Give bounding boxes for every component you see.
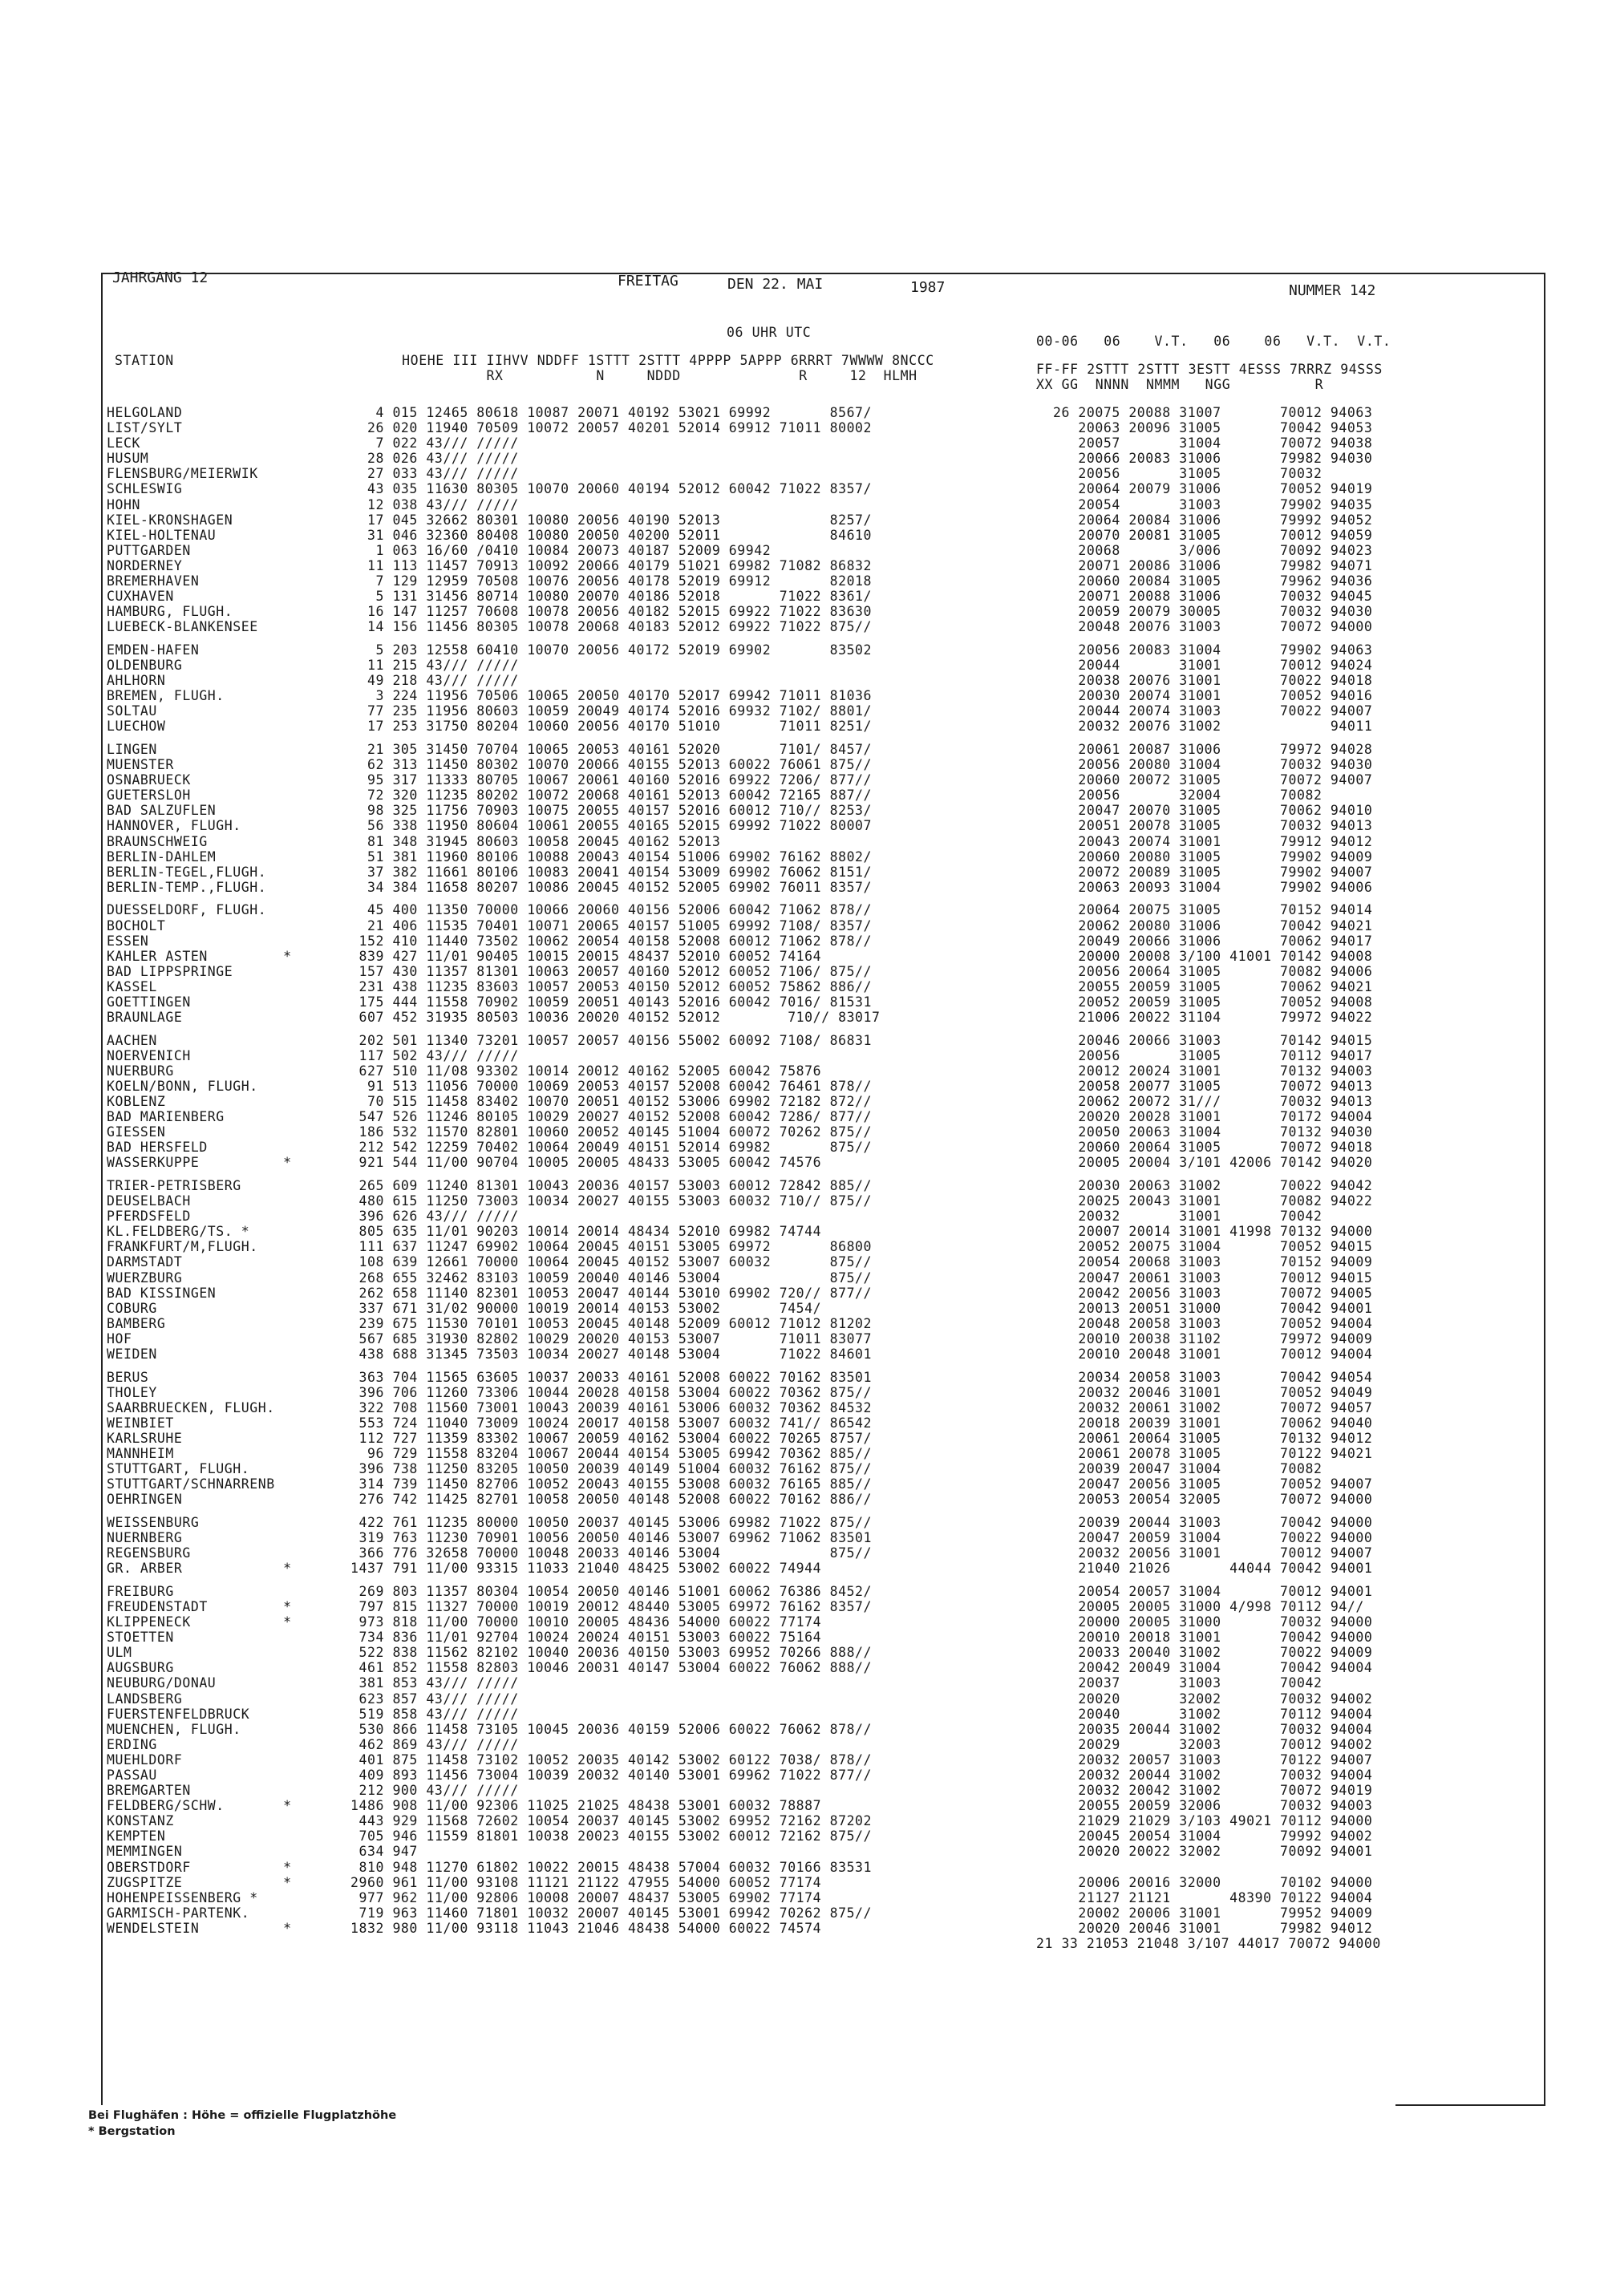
station-row: HANNOVER, FLUGH. 56 338 11950 80604 10061 20055 40165 52015 69992 71022 80007 bbox=[107, 818, 873, 834]
supplementary-row: 20061 20087 31006 79972 94028 bbox=[1036, 741, 1373, 757]
supplementary-row: 21 33 21053 21048 3/107 44017 70072 94000 bbox=[1036, 1936, 1381, 1951]
station-row: MANNHEIM 96 729 11558 83204 10067 20044 40154 53005 69942 70362 885// bbox=[107, 1446, 873, 1462]
station-row: ZUGSPITZE * 2960 961 11/00 93108 11121 21122 47955 54000 60052 77174 bbox=[107, 1874, 822, 1890]
station-row: BERLIN-TEGEL,FLUGH. 37 382 11661 80106 10083 20041 40154 53009 69902 76062 8151/ bbox=[107, 864, 873, 880]
supplementary-row: 20020 32002 70032 94002 bbox=[1036, 1691, 1373, 1707]
group-spacer bbox=[1036, 634, 1541, 642]
station-row: ULM 522 838 11562 82102 10040 20036 40150 53003 69952 70266 888// bbox=[107, 1645, 873, 1661]
supplementary-row: 20048 20058 31003 70052 94004 bbox=[1036, 1315, 1373, 1331]
supplementary-row: 20050 20063 31004 70132 94030 bbox=[1036, 1124, 1373, 1140]
supplementary-row: 21029 21029 3/103 49021 70112 94000 bbox=[1036, 1813, 1373, 1829]
supplementary-row: 20062 20072 31/// 70032 94013 bbox=[1036, 1094, 1373, 1110]
supplementary-row: 20039 20044 31003 70042 94000 bbox=[1036, 1514, 1373, 1530]
station-row: TRIER-PETRISBERG 265 609 11240 81301 10043 20036 40157 53003 60012 72842 885// bbox=[107, 1178, 873, 1193]
supplementary-row: 20063 20096 31005 70042 94053 bbox=[1036, 420, 1373, 436]
station-row: WENDELSTEIN * 1832 980 11/00 93118 11043 21046 48438 54000 60022 74574 bbox=[107, 1920, 822, 1936]
station-row: KLIPPENECK * 973 818 11/00 70000 10010 20005 48436 54000 60022 77174 bbox=[107, 1614, 822, 1630]
left-column-header-2: RX N NDDD R 12 HLMH bbox=[115, 368, 917, 383]
station-row: NUERNBERG 319 763 11230 70901 10056 20050 40146 53007 69962 71062 83501 bbox=[107, 1530, 873, 1546]
station-row: PUTTGARDEN 1 063 16/60 /0410 10084 20073 40187 52009 69942 bbox=[107, 542, 772, 558]
supplementary-row: 20062 20080 31006 70042 94021 bbox=[1036, 917, 1373, 933]
station-row: KOELN/BONN, FLUGH. 91 513 11056 70000 10069 20053 40157 52008 60042 76461 878// bbox=[107, 1078, 873, 1094]
supplementary-row: 20054 31003 79902 94035 bbox=[1036, 496, 1373, 512]
station-group bbox=[107, 742, 1157, 895]
supplementary-row: 20068 3/006 70092 94023 bbox=[1036, 542, 1373, 558]
group-spacer bbox=[107, 1171, 1157, 1179]
station-row: KOBLENZ 70 515 11458 83402 10070 20051 40152 53006 69902 72182 872// bbox=[107, 1094, 873, 1110]
supplementary-row: 20010 20018 31001 70042 94000 bbox=[1036, 1630, 1373, 1646]
supplementary-row: 20052 20059 31005 70052 94008 bbox=[1036, 994, 1373, 1010]
station-row: ERDING 462 869 43/// ///// bbox=[107, 1736, 519, 1752]
supplementary-row: 20049 20066 31006 70062 94017 bbox=[1036, 933, 1373, 949]
group-spacer bbox=[107, 1362, 1157, 1370]
station-group bbox=[1036, 742, 1541, 895]
time-subtitle: 06 UHR UTC bbox=[727, 325, 812, 340]
station-row: SCHLESWIG 43 035 11630 80305 10070 20060 40194 52012 60042 71022 8357/ bbox=[107, 481, 873, 497]
station-row: COBURG 337 671 31/02 90000 10019 20014 40153 53002 7454/ bbox=[107, 1300, 822, 1316]
station-observations-table bbox=[107, 405, 1157, 1936]
station-group bbox=[107, 1178, 1157, 1362]
station-row: HOHENPEISSENBERG * 977 962 11/00 92806 10008 20007 48437 53005 69902 77174 bbox=[107, 1889, 822, 1905]
station-group bbox=[1036, 1515, 1541, 1576]
station-row: KIEL-HOLTENAU 31 046 32360 80408 10080 20050 40200 52011 84610 bbox=[107, 527, 873, 543]
station-row: HOF 567 685 31930 82802 10029 20020 40153 53007 71011 83077 bbox=[107, 1330, 873, 1346]
supplementary-row: 20054 20057 31004 70012 94001 bbox=[1036, 1583, 1373, 1599]
supplementary-row: 21006 20022 31104 79972 94022 bbox=[1036, 1010, 1373, 1026]
supplementary-row: 20044 31001 70012 94024 bbox=[1036, 658, 1373, 673]
station-group bbox=[107, 1370, 1157, 1508]
station-group bbox=[1036, 1033, 1541, 1171]
station-row: LUECHOW 17 253 31750 80204 10060 20056 40170 51010 71011 8251/ bbox=[107, 719, 873, 735]
supplementary-row: 20006 20016 32000 70102 94000 bbox=[1036, 1874, 1373, 1890]
station-row: WUERZBURG 268 655 32462 83103 10059 20040 40146 53004 875// bbox=[107, 1269, 873, 1286]
supplementary-row: 20005 20005 31000 4/998 70112 94// bbox=[1036, 1598, 1364, 1614]
supplementary-row: 20020 20046 31001 79982 94012 bbox=[1036, 1920, 1373, 1936]
supplementary-row: 20051 20078 31005 70032 94013 bbox=[1036, 818, 1373, 834]
station-row: ESSEN 152 410 11440 73502 10062 20054 40158 52008 60012 71062 878// bbox=[107, 933, 873, 949]
supplementary-row: 20071 20088 31006 70032 94045 bbox=[1036, 589, 1373, 605]
supplementary-row: 20066 20083 31006 79982 94030 bbox=[1036, 451, 1373, 467]
station-row: LECK 7 022 43/// ///// bbox=[107, 435, 519, 452]
footnote-mountain-station: * Bergstation bbox=[88, 2125, 176, 2138]
station-group bbox=[107, 642, 1157, 735]
station-row: BAD SALZUFLEN 98 325 11756 70903 10075 20055 40157 52016 60012 710// 8253/ bbox=[107, 803, 873, 819]
supplementary-observations-table bbox=[1036, 405, 1541, 1951]
supplementary-row: 20039 20047 31004 70082 bbox=[1036, 1461, 1322, 1477]
date-label: DEN 22. MAI bbox=[727, 276, 824, 293]
station-row: THOLEY 396 706 11260 73306 10044 20028 40158 53004 60022 70362 875// bbox=[107, 1384, 873, 1400]
supplementary-row: 20000 20008 3/100 41001 70142 94008 bbox=[1036, 948, 1373, 964]
station-row: AACHEN 202 501 11340 73201 10057 20057 40156 55002 60092 7108/ 86831 bbox=[107, 1032, 873, 1048]
supplementary-row: 20045 20054 31004 79992 94002 bbox=[1036, 1828, 1373, 1844]
station-group bbox=[1036, 902, 1541, 1025]
weekday-label: FREITAG bbox=[618, 273, 678, 290]
supplementary-row: 20072 20089 31005 79902 94007 bbox=[1036, 864, 1373, 880]
supplementary-row: 20053 20054 32005 70072 94000 bbox=[1036, 1492, 1373, 1508]
station-row: NEUBURG/DONAU 381 853 43/// ///// bbox=[107, 1675, 519, 1691]
station-row: BERLIN-DAHLEM 51 381 11960 80106 10088 20043 40154 51006 69902 76162 8802/ bbox=[107, 848, 873, 865]
supplementary-row: 20047 20059 31004 70022 94000 bbox=[1036, 1530, 1373, 1546]
station-row: BRAUNLAGE 607 452 31935 80503 10036 20020 40152 52012 710// 83017 bbox=[107, 1010, 881, 1026]
station-row: HOHN 12 038 43/// ///// bbox=[107, 496, 519, 512]
supplementary-row: 20060 20084 31005 79962 94036 bbox=[1036, 573, 1373, 589]
station-row: GIESSEN 186 532 11570 82801 10060 20052 40145 51004 60072 70262 875// bbox=[107, 1124, 873, 1140]
station-row: HELGOLAND 4 015 12465 80618 10087 20071 40192 53021 69992 8567/ bbox=[107, 405, 873, 420]
supplementary-row: 20054 20068 31003 70152 94009 bbox=[1036, 1254, 1373, 1270]
supplementary-row: 20042 20049 31004 70042 94004 bbox=[1036, 1660, 1373, 1676]
supplementary-row: 20007 20014 31001 41998 70132 94000 bbox=[1036, 1224, 1373, 1240]
station-row: CUXHAVEN 5 131 31456 80714 10080 20070 40186 52018 71022 8361/ bbox=[107, 589, 873, 605]
station-row: STOETTEN 734 836 11/01 92704 10024 20024 40151 53003 60022 75164 bbox=[107, 1630, 822, 1646]
station-row: REGENSBURG 366 776 32658 70000 10048 20033 40146 53004 875// bbox=[107, 1545, 873, 1561]
frame-top-border bbox=[101, 273, 1545, 274]
supplementary-row: 20032 20076 31002 94011 bbox=[1036, 719, 1373, 735]
supplementary-row: 20060 20072 31005 70072 94007 bbox=[1036, 772, 1373, 788]
supplementary-row: 20012 20024 31001 70132 94003 bbox=[1036, 1063, 1373, 1079]
station-row: NOERVENICH 117 502 43/// ///// bbox=[107, 1047, 519, 1063]
supplementary-row: 20032 20046 31001 70052 94049 bbox=[1036, 1384, 1373, 1400]
station-row: AUGSBURG 461 852 11558 82803 10046 20031 40147 53004 60022 76062 888// bbox=[107, 1660, 873, 1676]
station-row: GR. ARBER * 1437 791 11/00 93315 11033 21040 48425 53002 60022 74944 bbox=[107, 1561, 822, 1577]
station-row: KARLSRUHE 112 727 11359 83302 10067 20059 40162 53004 60022 70265 8757/ bbox=[107, 1431, 873, 1446]
station-row: FLENSBURG/MEIERWIK 27 033 43/// ///// bbox=[107, 466, 519, 482]
station-row: FRANKFURT/M,FLUGH. 111 637 11247 69902 10064 20045 40151 53005 69972 86800 bbox=[107, 1239, 873, 1255]
supplementary-row: 20070 20081 31005 70012 94059 bbox=[1036, 527, 1373, 543]
supplementary-row: 20032 20042 31002 70072 94019 bbox=[1036, 1783, 1373, 1799]
station-row: SAARBRUECKEN, FLUGH. 322 708 11560 73001 10043 20039 40161 53006 60032 70362 84532 bbox=[107, 1399, 873, 1415]
supplementary-row: 20042 20056 31003 70072 94005 bbox=[1036, 1285, 1373, 1301]
supplementary-row: 20059 20079 30005 70032 94030 bbox=[1036, 604, 1373, 620]
supplementary-row: 20063 20093 31004 79902 94006 bbox=[1036, 879, 1373, 895]
station-row: WEINBIET 553 724 11040 73009 10024 20017 40158 53007 60032 741// 86542 bbox=[107, 1415, 873, 1431]
group-spacer bbox=[1036, 1025, 1541, 1033]
station-row: GARMISCH-PARTENK. 719 963 11460 71801 10032 20007 40145 53001 69942 70262 875// bbox=[107, 1905, 873, 1921]
supplementary-row: 20071 20086 31006 79982 94071 bbox=[1036, 557, 1373, 573]
station-row: DEUSELBACH 480 615 11250 73003 10034 20027 40155 53003 60032 710// 875// bbox=[107, 1193, 873, 1209]
group-spacer bbox=[107, 895, 1157, 903]
supplementary-row: 20010 20038 31102 79972 94009 bbox=[1036, 1330, 1373, 1346]
station-row: BAD MARIENBERG 547 526 11246 80105 10029 20027 40152 52008 60042 7286/ 877// bbox=[107, 1109, 873, 1125]
left-column-header-1: STATION HOEHE III IIHVV NDDFF 1STTT 2STTT 4PPPP 5APPP 6RRRT 7WWWW 8NCCC bbox=[115, 353, 934, 368]
supplementary-row: 20055 20059 31005 70062 94021 bbox=[1036, 978, 1373, 994]
station-row: PASSAU 409 893 11456 73004 10039 20032 40140 53001 69962 71022 877// bbox=[107, 1767, 873, 1783]
supplementary-row: 20055 20059 32006 70032 94003 bbox=[1036, 1798, 1373, 1814]
supplementary-row: 20037 31003 70042 bbox=[1036, 1675, 1322, 1691]
group-spacer bbox=[1036, 895, 1541, 903]
supplementary-row: 20064 20084 31006 79992 94052 bbox=[1036, 512, 1373, 528]
supplementary-row: 20056 20064 31005 70082 94006 bbox=[1036, 963, 1373, 979]
frame-bottom-border bbox=[1395, 2104, 1545, 2106]
footnote-airport-height: Bei Flughäfen : Höhe = offizielle Flugplatzhöhe bbox=[88, 2109, 397, 2122]
station-row: BREMEN, FLUGH. 3 224 11956 70506 10065 20050 40170 52017 69942 71011 81036 bbox=[107, 688, 873, 704]
supplementary-row: 20061 20064 31005 70132 94012 bbox=[1036, 1431, 1373, 1446]
supplementary-row: 26 20075 20088 31007 70012 94063 bbox=[1036, 405, 1373, 420]
supplementary-row: 20056 31005 70112 94017 bbox=[1036, 1047, 1373, 1063]
group-spacer bbox=[107, 734, 1157, 742]
station-row: LIST/SYLT 26 020 11940 70509 10072 20057 40201 52014 69912 71011 80002 bbox=[107, 420, 873, 436]
supplementary-row: 20038 20076 31001 70022 94018 bbox=[1036, 673, 1373, 689]
station-row: BERUS 363 704 11565 63605 10037 20033 40161 52008 60022 70162 83501 bbox=[107, 1369, 873, 1385]
station-group bbox=[107, 902, 1157, 1025]
right-column-header-3: XX GG NNNN NMMM NGG R bbox=[1036, 377, 1324, 392]
supplementary-row: 20064 20079 31006 70052 94019 bbox=[1036, 481, 1373, 497]
group-spacer bbox=[107, 1576, 1157, 1584]
station-row: FREIBURG 269 803 11357 80304 10054 20050 40146 51001 60062 76386 8452/ bbox=[107, 1583, 873, 1599]
station-row: NUERBURG 627 510 11/08 93302 10014 20012 40162 52005 60042 75876 bbox=[107, 1063, 822, 1079]
supplementary-row: 20047 20061 31003 70012 94015 bbox=[1036, 1269, 1373, 1286]
supplementary-row: 20058 20077 31005 70072 94013 bbox=[1036, 1078, 1373, 1094]
station-row: BAD HERSFELD 212 542 12259 70402 10064 20049 40151 52014 69982 875// bbox=[107, 1140, 873, 1156]
station-row: KL.FELDBERG/TS. * 805 635 11/01 90203 10014 20014 48434 52010 69982 74744 bbox=[107, 1224, 822, 1240]
supplementary-row: 20056 20083 31004 79902 94063 bbox=[1036, 642, 1373, 658]
group-spacer bbox=[107, 1507, 1157, 1515]
station-row: BERLIN-TEMP.,FLUGH. 34 384 11658 80207 10086 20045 40152 52005 69902 76011 8357/ bbox=[107, 879, 873, 895]
supplementary-row: 20029 32003 70012 94002 bbox=[1036, 1736, 1373, 1752]
supplementary-row: 20052 20075 31004 70052 94015 bbox=[1036, 1239, 1373, 1255]
station-row: AHLHORN 49 218 43/// ///// bbox=[107, 673, 519, 689]
station-row: KONSTANZ 443 929 11568 72602 10054 20037 40145 53002 69952 72162 87202 bbox=[107, 1813, 873, 1829]
station-row: STUTTGART, FLUGH. 396 738 11250 83205 10050 20039 40149 51004 60032 76162 875// bbox=[107, 1461, 873, 1477]
station-group bbox=[107, 1033, 1157, 1171]
station-group bbox=[1036, 405, 1541, 634]
station-row: LINGEN 21 305 31450 70704 10065 20053 40161 52020 7101/ 8457/ bbox=[107, 741, 873, 757]
year-label: 1987 bbox=[910, 279, 946, 296]
supplementary-row: 21127 21121 48390 70122 94004 bbox=[1036, 1889, 1373, 1905]
supplementary-row: 20030 20074 31001 70052 94016 bbox=[1036, 688, 1373, 704]
group-spacer bbox=[1036, 1171, 1541, 1179]
supplementary-row: 20043 20074 31001 79912 94012 bbox=[1036, 833, 1373, 849]
station-row: OEHRINGEN 276 742 11425 82701 10058 20050 40148 52008 60022 70162 886// bbox=[107, 1492, 873, 1508]
supplementary-row: 20032 20044 31002 70032 94004 bbox=[1036, 1767, 1373, 1783]
station-row: DARMSTADT 108 639 12661 70000 10064 20045 40152 53007 60032 875// bbox=[107, 1254, 873, 1270]
station-row: BAD KISSINGEN 262 658 11140 82301 10053 20047 40144 53010 69902 720// 877// bbox=[107, 1285, 873, 1301]
station-row: HAMBURG, FLUGH. 16 147 11257 70608 10078 20056 40182 52015 69922 71022 83630 bbox=[107, 604, 873, 620]
station-group bbox=[107, 1584, 1157, 1936]
supplementary-row: 20034 20058 31003 70042 94054 bbox=[1036, 1369, 1373, 1385]
station-group bbox=[1036, 642, 1541, 735]
station-row: LUEBECK-BLANKENSEE 14 156 11456 80305 10078 20068 40183 52012 69922 71022 875// bbox=[107, 619, 873, 635]
supplementary-row: 20056 32004 70082 bbox=[1036, 788, 1322, 804]
station-row: FUERSTENFELDBRUCK 519 858 43/// ///// bbox=[107, 1706, 519, 1722]
station-row: GUETERSLOH 72 320 11235 80202 10072 20068 40161 52013 60042 72165 887// bbox=[107, 788, 873, 804]
station-group bbox=[1036, 1584, 1541, 1951]
supplementary-row: 20032 20056 31001 70012 94007 bbox=[1036, 1545, 1373, 1561]
supplementary-row: 20033 20040 31002 70022 94009 bbox=[1036, 1645, 1373, 1661]
supplementary-row: 20057 31004 70072 94038 bbox=[1036, 435, 1373, 452]
supplementary-row: 20013 20051 31000 70042 94001 bbox=[1036, 1300, 1373, 1316]
supplementary-row: 20032 31001 70042 bbox=[1036, 1209, 1322, 1225]
issue-number: NUMMER 142 bbox=[1289, 282, 1376, 299]
group-spacer bbox=[1036, 734, 1541, 742]
group-spacer bbox=[1036, 1507, 1541, 1515]
supplementary-row: 20048 20076 31003 70072 94000 bbox=[1036, 619, 1373, 635]
station-row: HUSUM 28 026 43/// ///// bbox=[107, 451, 519, 467]
right-column-header-2: FF-FF 2STTT 2STTT 3ESTT 4ESSS 7RRRZ 94SSS bbox=[1036, 362, 1383, 377]
station-row: WEIDEN 438 688 31345 73503 10034 20027 40148 53004 71022 84601 bbox=[107, 1346, 873, 1363]
right-column-header-1: 00-06 06 V.T. 06 06 V.T. V.T. bbox=[1036, 334, 1391, 349]
jahrgang-label: JAHRGANG 12 bbox=[112, 269, 209, 286]
station-row: OLDENBURG 11 215 43/// ///// bbox=[107, 658, 519, 673]
supplementary-row: 20046 20066 31003 70142 94015 bbox=[1036, 1032, 1373, 1048]
station-row: OSNABRUECK 95 317 11333 80705 10067 20061 40160 52016 69922 7206/ 877// bbox=[107, 772, 873, 788]
supplementary-row: 20061 20078 31005 70122 94021 bbox=[1036, 1446, 1373, 1462]
station-row: FELDBERG/SCHW. * 1486 908 11/00 92306 11025 21025 48438 53001 60032 78887 bbox=[107, 1798, 822, 1814]
station-row: MUEHLDORF 401 875 11458 73102 10052 20035 40142 53002 60122 7038/ 878// bbox=[107, 1751, 873, 1768]
station-row: MUENCHEN, FLUGH. 530 866 11458 73105 10045 20036 40159 52006 60022 76062 878// bbox=[107, 1721, 873, 1737]
supplementary-row: 20047 20056 31005 70052 94007 bbox=[1036, 1476, 1373, 1492]
station-row: STUTTGART/SCHNARRENB 314 739 11450 82706 10052 20043 40155 53008 60032 76165 885// bbox=[107, 1476, 873, 1492]
station-row: WASSERKUPPE * 921 544 11/00 90704 10005 20005 48433 53005 60042 74576 bbox=[107, 1155, 822, 1171]
supplementary-row: 20018 20039 31001 70062 94040 bbox=[1036, 1415, 1373, 1431]
group-spacer bbox=[107, 634, 1157, 642]
station-row: KEMPTEN 705 946 11559 81801 10038 20023 40155 53002 60012 72162 875// bbox=[107, 1828, 873, 1844]
supplementary-row: 20002 20006 31001 79952 94009 bbox=[1036, 1905, 1373, 1921]
station-row: KASSEL 231 438 11235 83603 10057 20053 40150 52012 60052 75862 886// bbox=[107, 978, 873, 994]
station-row: NORDERNEY 11 113 11457 70913 10092 20066 40179 51021 69982 71082 86832 bbox=[107, 557, 873, 573]
station-group bbox=[107, 405, 1157, 634]
station-group bbox=[107, 1515, 1157, 1576]
station-row: BRAUNSCHWEIG 81 348 31945 80603 10058 20045 40162 52013 bbox=[107, 833, 830, 849]
station-row: LANDSBERG 623 857 43/// ///// bbox=[107, 1691, 519, 1707]
supplementary-row: 20020 20028 31001 70172 94004 bbox=[1036, 1109, 1373, 1125]
supplementary-row: 20010 20048 31001 70012 94004 bbox=[1036, 1346, 1373, 1363]
supplementary-row: 20032 20057 31003 70122 94007 bbox=[1036, 1751, 1373, 1768]
supplementary-row: 20035 20044 31002 70032 94004 bbox=[1036, 1721, 1373, 1737]
supplementary-row: 20040 31002 70112 94004 bbox=[1036, 1706, 1373, 1722]
station-row: MUENSTER 62 313 11450 80302 10070 20066 40155 52013 60022 76061 875// bbox=[107, 757, 873, 773]
station-group bbox=[1036, 1370, 1541, 1508]
supplementary-row: 21040 21026 44044 70042 94001 bbox=[1036, 1561, 1373, 1577]
station-row: GOETTINGEN 175 444 11558 70902 10059 20051 40143 52016 60042 7016/ 81531 bbox=[107, 994, 873, 1010]
station-row: BOCHOLT 21 406 11535 70401 10071 20065 40157 51005 69992 7108/ 8357/ bbox=[107, 917, 873, 933]
station-row: BREMGARTEN 212 900 43/// ///// bbox=[107, 1783, 519, 1799]
station-row: WEISSENBURG 422 761 11235 80000 10050 20037 40145 53006 69982 71022 875// bbox=[107, 1514, 873, 1530]
group-spacer bbox=[1036, 1576, 1541, 1584]
supplementary-row: 20047 20070 31005 70062 94010 bbox=[1036, 803, 1373, 819]
supplementary-row: 20064 20075 31005 70152 94014 bbox=[1036, 902, 1373, 918]
station-row: BAMBERG 239 675 11530 70101 10053 20045 40148 52009 60012 71012 81202 bbox=[107, 1315, 873, 1331]
station-row: PFERDSFELD 396 626 43/// ///// bbox=[107, 1209, 519, 1225]
supplementary-row: 20060 20064 31005 70072 94018 bbox=[1036, 1140, 1373, 1156]
frame-right-border bbox=[1544, 273, 1545, 2105]
station-row: FREUDENSTADT * 797 815 11327 70000 10019 20012 48440 53005 69972 76162 8357/ bbox=[107, 1598, 873, 1614]
supplementary-row: 20025 20043 31001 70082 94022 bbox=[1036, 1193, 1373, 1209]
supplementary-row: 20044 20074 31003 70022 94007 bbox=[1036, 703, 1373, 719]
frame-left-border bbox=[101, 273, 103, 2105]
station-row: KAHLER ASTEN * 839 427 11/01 90405 10015 20015 48437 52010 60052 74164 bbox=[107, 948, 822, 964]
supplementary-row: 20005 20004 3/101 42006 70142 94020 bbox=[1036, 1155, 1373, 1171]
station-group bbox=[1036, 1178, 1541, 1362]
station-row: OBERSTDORF * 810 948 11270 61802 10022 20015 48438 57004 60032 70166 83531 bbox=[107, 1859, 873, 1875]
station-row: BREMERHAVEN 7 129 12959 70508 10076 20056 40178 52019 69912 82018 bbox=[107, 573, 873, 589]
supplementary-row: 20056 20080 31004 70032 94030 bbox=[1036, 757, 1373, 773]
station-row: BAD LIPPSPRINGE 157 430 11357 81301 10063 20057 40160 52012 60052 7106/ 875// bbox=[107, 963, 873, 979]
supplementary-row: 20020 20022 32002 70092 94001 bbox=[1036, 1844, 1373, 1860]
supplementary-row: 20030 20063 31002 70022 94042 bbox=[1036, 1178, 1373, 1193]
group-spacer bbox=[107, 1025, 1157, 1033]
station-row: DUESSELDORF, FLUGH. 45 400 11350 70000 10066 20060 40156 52006 60042 71062 878// bbox=[107, 902, 873, 918]
station-row: KIEL-KRONSHAGEN 17 045 32662 80301 10080 20056 40190 52013 8257/ bbox=[107, 512, 873, 528]
station-row: MEMMINGEN 634 947 bbox=[107, 1844, 418, 1860]
group-spacer bbox=[1036, 1362, 1541, 1370]
supplementary-row: 20060 20080 31005 79902 94009 bbox=[1036, 848, 1373, 865]
supplementary-row: 20056 31005 70032 bbox=[1036, 466, 1322, 482]
station-row: EMDEN-HAFEN 5 203 12558 60410 10070 20056 40172 52019 69902 83502 bbox=[107, 642, 873, 658]
supplementary-row bbox=[1036, 1860, 1541, 1875]
station-row: SOLTAU 77 235 11956 80603 10059 20049 40174 52016 69932 7102/ 8801/ bbox=[107, 703, 873, 719]
supplementary-row: 20000 20005 31000 70032 94000 bbox=[1036, 1614, 1373, 1630]
supplementary-row: 20032 20061 31002 70072 94057 bbox=[1036, 1399, 1373, 1415]
